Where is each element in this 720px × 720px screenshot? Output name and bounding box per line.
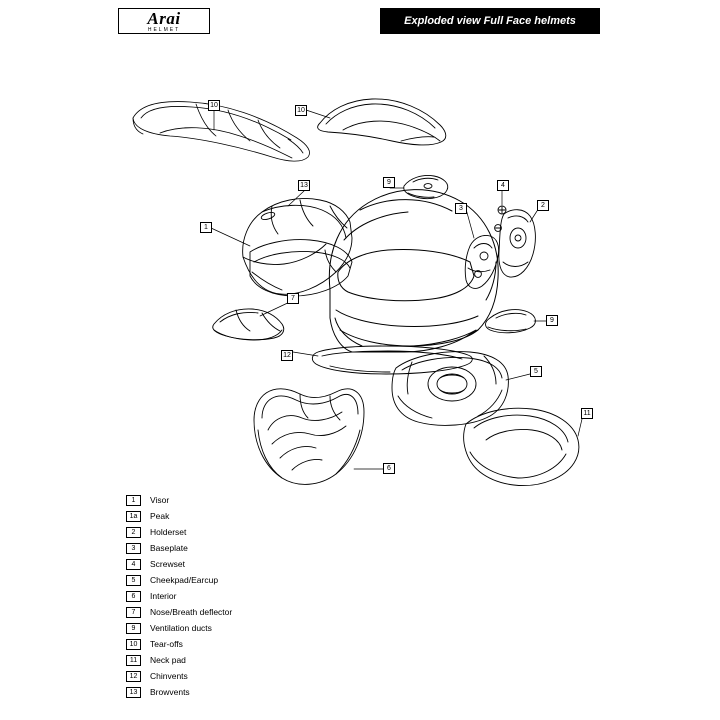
- legend-item: [126, 588, 426, 604]
- callout-10-tearoffs-right: 10: [295, 105, 307, 116]
- legend-number: 3: [126, 543, 141, 554]
- ventilation-duct-side: [486, 310, 536, 333]
- legend-item: [126, 572, 426, 588]
- legend-number: 4: [126, 559, 141, 570]
- legend-number: 11: [126, 655, 141, 666]
- page-title-text: Exploded view Full Face helmets: [404, 15, 576, 27]
- legend-item: [126, 540, 426, 556]
- callout-11-neck-pad: 11: [581, 408, 593, 419]
- legend-label: Nose/Breath deflector: [150, 606, 233, 617]
- cheekpad-earcup-part: [392, 352, 508, 426]
- legend-item: [126, 620, 426, 636]
- callout-9-vent-upper: 9: [383, 177, 395, 188]
- legend-item: [126, 492, 426, 508]
- nose-deflector-part: [213, 309, 284, 340]
- callout-2-holderset: 2: [537, 200, 549, 211]
- legend-label: Browvents: [150, 686, 190, 697]
- ventilation-duct-upper: [404, 175, 448, 198]
- legend-number: 9: [126, 623, 141, 634]
- legend-item: [126, 652, 426, 668]
- legend-number: 5: [126, 575, 141, 586]
- tear-off-film: [133, 102, 310, 162]
- legend-label: Tear-offs: [150, 638, 183, 649]
- legend-number: 10: [126, 639, 141, 650]
- legend-item: [126, 508, 426, 524]
- brand-subtitle: HELMET: [147, 26, 181, 33]
- callout-7-nose-deflector: 7: [287, 293, 299, 304]
- holderset-part: [499, 210, 536, 277]
- legend-number: 12: [126, 671, 141, 682]
- legend-number: 1: [126, 495, 141, 506]
- callout-10-tearoffs-left: 10: [208, 100, 220, 111]
- callout-1-visor: 1: [200, 222, 212, 233]
- callout-9-vent-side: 9: [546, 315, 558, 326]
- legend-item: [126, 668, 426, 684]
- legend-label: Holderset: [150, 526, 187, 537]
- peak-part: [318, 99, 446, 145]
- legend-number: 6: [126, 591, 141, 602]
- legend-label: Baseplate: [150, 542, 188, 553]
- callout-4-screwset: 4: [497, 180, 509, 191]
- legend-item: [126, 636, 426, 652]
- legend-label: Screwset: [150, 558, 185, 569]
- legend-number: 7: [126, 607, 141, 618]
- interior-liner-part: [254, 389, 364, 485]
- legend: [126, 492, 426, 700]
- legend-label: Neck pad: [150, 654, 186, 665]
- legend-label: Interior: [150, 590, 177, 601]
- legend-label: Cheekpad/Earcup: [150, 574, 219, 585]
- legend-item: [126, 524, 426, 540]
- legend-number: 1a: [126, 511, 141, 522]
- legend-item: [126, 684, 426, 700]
- callout-3-baseplate: 3: [455, 203, 467, 214]
- callout-5-cheekpad: 5: [530, 366, 542, 377]
- callout-6-interior: 6: [383, 463, 395, 474]
- chinvent-part: [312, 346, 472, 374]
- legend-label: Peak: [150, 510, 170, 521]
- legend-item: [126, 604, 426, 620]
- visor-part: [250, 240, 352, 296]
- legend-label: Ventilation ducts: [150, 622, 212, 633]
- legend-label: Visor: [150, 494, 170, 505]
- callout-12-chinvents: 12: [281, 350, 293, 361]
- legend-label: Chinvents: [150, 670, 188, 681]
- legend-number: 13: [126, 687, 141, 698]
- legend-item: [126, 556, 426, 572]
- brand-name: Arai: [147, 8, 181, 28]
- legend-number: 2: [126, 527, 141, 538]
- callout-13-browvents: 13: [298, 180, 310, 191]
